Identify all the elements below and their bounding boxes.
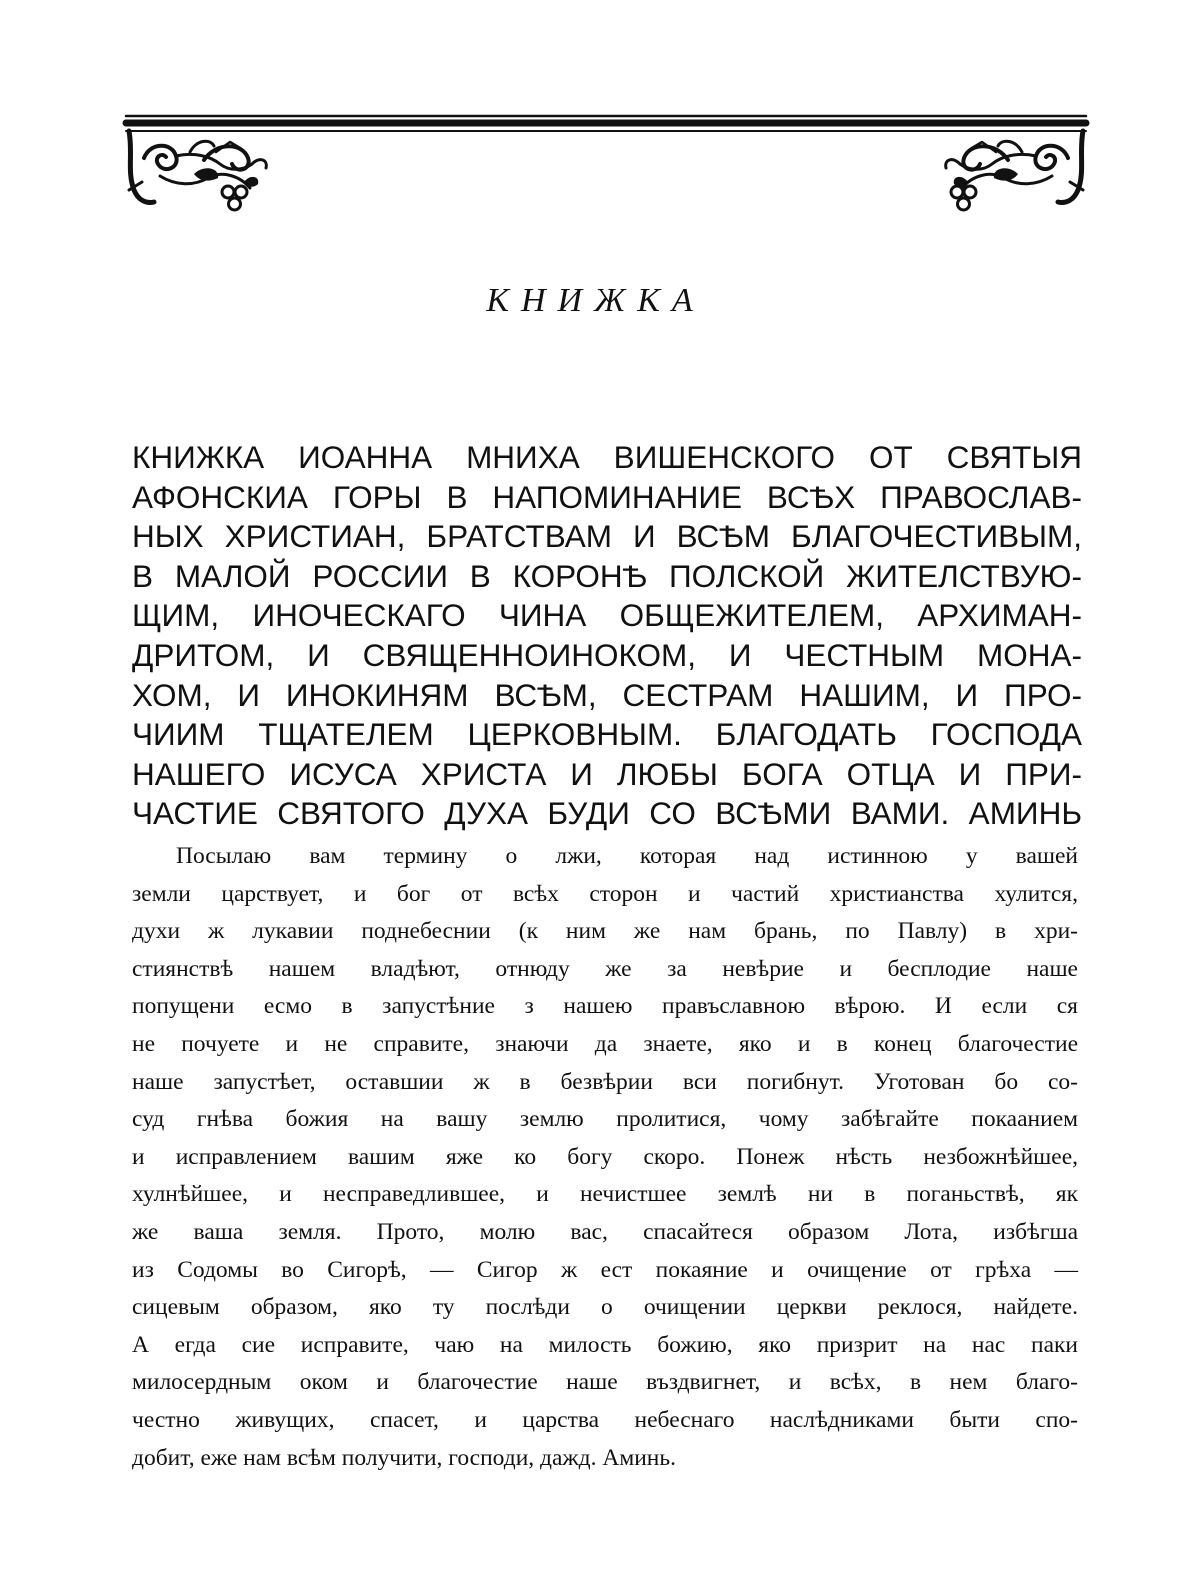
body-line: земли царствует, и бог от всѣх сторон и частий христианства хулится, (132, 880, 1078, 907)
document-heading (132, 438, 1082, 834)
body-line: честно живущих, спасет, и царства небеснаго наслѣдниками быти спо- (132, 1406, 1078, 1433)
body-line: и исправлением вашим яже ко богу скоро. Понеж нѣсть незбожнѣйшее, (132, 1143, 1078, 1170)
body-line: не почуете и не справите, знаючи да знаете, яко и в конец благочестие (132, 1030, 1078, 1057)
body-line: же ваша земля. Прото, молю вас, спасайтеся образом Лота, избѣгша (132, 1218, 1078, 1245)
heading-line: НЫХ ХРИСТИАН, БРАТСТВАМ И ВСѢМ БЛАГОЧЕСТИВЫМ, (132, 518, 1082, 555)
body-line: добит, еже нам всѣм получити, господи, дажд. Аминь. (132, 1444, 676, 1471)
body-paragraph (132, 838, 1078, 1477)
ornamental-headpiece (120, 112, 1092, 220)
heading-line: ЩИМ, ИНОЧЕСКАГО ЧИНА ОБЩЕЖИТЕЛЕМ, АРХИМАН- (132, 597, 1082, 634)
body-line: стиянствѣ нашем владѣют, отнюду же за невѣрие и бесплодие наше (132, 955, 1078, 982)
heading-line: ХОМ, И ИНОКИНЯМ ВСѢМ, СЕСТРАМ НАШИМ, И ПРО- (132, 676, 1082, 713)
body-line: суд гнѣва божия на вашу землю пролитися, чому забѣгайте покаанием (132, 1106, 1078, 1133)
heading-line: В МАЛОЙ РОССИИ В КОРОНѢ ПОЛСКОЙ ЖИТЕЛСТВУЮ- (132, 557, 1082, 594)
body-line: из Содомы во Сигорѣ, — Сигор ж ест покаяние и очищение от грѣха — (132, 1256, 1078, 1283)
heading-line: АФОНСКИА ГОРЫ В НАПОМИНАНИЕ ВСѢХ ПРАВОСЛАВ- (132, 478, 1082, 515)
body-line: наше запустѣет, оставшии ж в безвѣрии вси погибнут. Уготован бо со- (132, 1068, 1078, 1095)
body-line: попущени есмо в запустѣние з нашею правъславною вѣрою. И если ся (132, 993, 1078, 1020)
body-line: А егда сие исправите, чаю на милость божию, яко призрит на нас паки (132, 1331, 1078, 1358)
body-line: хулнѣйшее, и несправедлившее, и нечистшее землѣ ни в поганьствѣ, як (132, 1181, 1078, 1208)
heading-line: НАШЕГО ИСУСА ХРИСТА И ЛЮБЫ БОГА ОТЦА И ПРИ- (132, 755, 1082, 792)
body-line: милосердным оком и благочестие наше въздвигнет, и всѣх, в нем благо- (132, 1369, 1078, 1396)
page-title: КНИЖКА (486, 282, 705, 319)
body-line: Посылаю вам термину о лжи, которая над истинною у вашей (176, 843, 1078, 869)
body-line: сицевым образом, яко ту послѣди о очищении церкви реклося, найдете. (132, 1294, 1078, 1321)
heading-line: ЧИИМ ТЩАТЕЛЕМ ЦЕРКОВНЫМ. БЛАГОДАТЬ ГОСПОДА (132, 716, 1082, 753)
heading-line: ЧАСТИЕ СВЯТОГО ДУХА БУДИ СО ВСѢМИ ВАМИ. АМИНЬ (132, 795, 1082, 832)
heading-line: ДРИТОМ, И СВЯЩЕННОИНОКОМ, И ЧЕСТНЫМ МОНА- (132, 636, 1082, 673)
heading-line: КНИЖКА ИОАННА МНИХА ВИШЕНСКОГО ОТ СВЯТЫЯ (132, 439, 1082, 475)
body-line: духи ж лукавии поднебеснии (к ним же нам брань, по Павлу) в хри- (132, 918, 1078, 945)
